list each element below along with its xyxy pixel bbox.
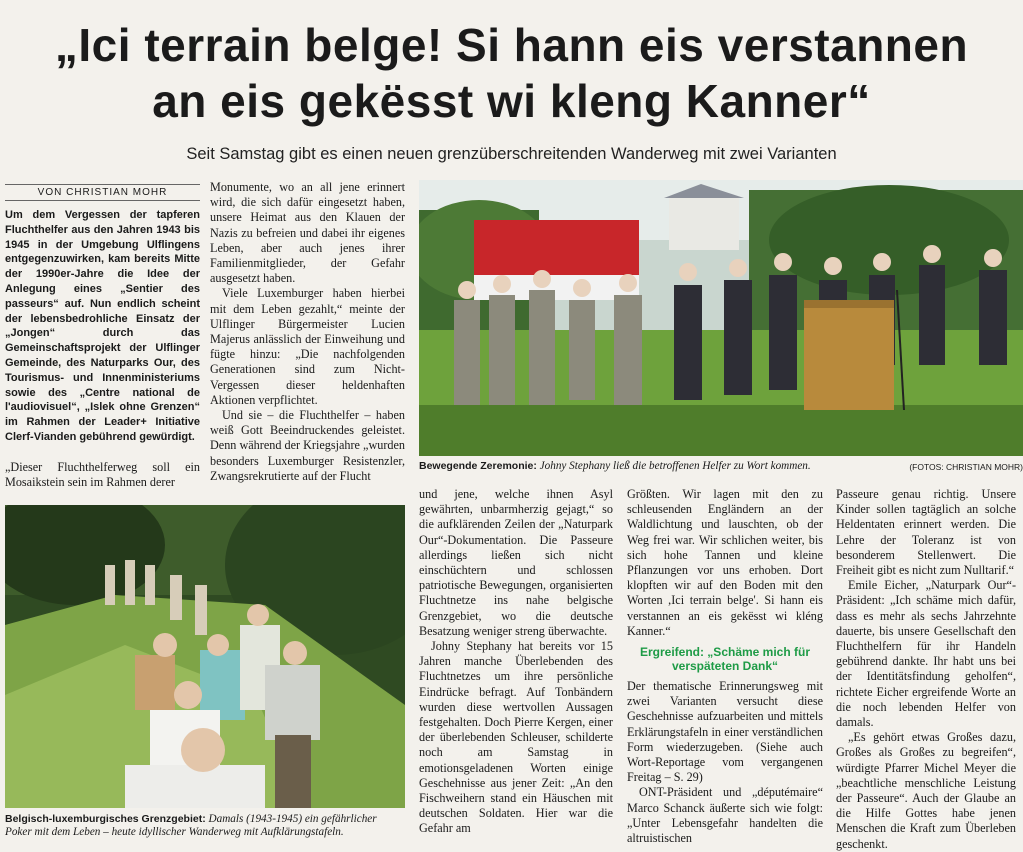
- ceremony-photo: [419, 180, 1023, 456]
- hikers-caption: Belgisch-luxemburgisches Grenzgebiet: Damals (1943-1945) ein gefährlicher Poker mit dem Leben – heute idyllischer Wanderweg mit Aufklärungstafeln.: [5, 813, 377, 838]
- headline-line-1: „Ici terrain belge! Si hann eis verstannen: [54, 19, 969, 71]
- subheadline: Seit Samstag gibt es einen neuen grenzüberschreitenden Wanderweg mit zwei Varianten: [186, 145, 837, 163]
- column-5: Passeure genau richtig. Unsere Kinder sollen tagtäglich an solche Heldentaten erinnert werden. Die Lehre der Toleranz ist von besonderem Stellenwert. Die Freiheit gibt es nicht zum Nulltarif.“ Emile Eicher, „Naturpark Our“-Präsident: „Ich schäme mich dafür, dass es mehr als sechs Jahrzehnte dauerte, bis unsere Gesellschaft den Fluchthelfern für ihr Handeln gebührend dankte. Ihr habt uns bei der Identitätsfindung geholfen“, richtete Eicher ergreifende Worte an die noch lebenden Helfer von damals. „Es gehört etwas Großes dazu, Großes als Großes zu begreifen“, würdigte Pfarrer Michel Meyer die „beachtliche menschliche Leistung der Passeure“. Auch der Glaube an die Hilfe Gottes habe jenen Menschen die Kraft zum Überleben geschenkt.: [836, 487, 1016, 851]
- ceremony-caption: Bewegende Zeremonie: Johny Stephany ließ die betroffenen Helfer zu Wort kommen.: [419, 460, 811, 472]
- hikers-photo: [5, 505, 405, 808]
- photo-credit: (FOTOS: CHRISTIAN MOHR): [909, 462, 1023, 472]
- column-1-tail: „Dieser Fluchthelferweg soll ein Mosaikstein sein im Rahmen derer: [5, 460, 200, 490]
- ceremony-photo-drawing: [419, 180, 1023, 456]
- hikers-photo-drawing: [5, 505, 405, 808]
- column-3: und jene, welche ihnen Asyl gewährten, unbarmherzig gejagt,“ so die aufklärenden Zeilen der „Naturpark Our“-Dokumentation. Die Passeure allerdings ließen sich nicht einschüchtern und schlossen patriotische Bewegungen, organisierten Fluchtnetze ins nahe belgische Grenzgebiet, wo die deutsche Besatzung weniger streng überwachte. Johny Stephany hat bereits vor 15 Jahren manche Überlebenden des Fluchtnetzes um ihre persönliche Eindrücke befragt. Auf Tonbändern wurden diese wertvollen Aussagen festgehalten. Doch Pierre Kergen, einer der überlebenden Schleuser, schilderte noch am Samstag in emotionsgeladenen Worten einige Geschehnisse aus jener Zeit: „An den Fischweihern stand ein Häuschen mit deutschen Soldaten. Hier war die Gefahr am: [419, 487, 613, 836]
- column-4: Größten. Wir lagen mit den zu schleusenden Engländern an der Waldlichtung und lauschten, ob der Weg frei war. Wir schlichen weiter, bis sich hohe Tannen und kleine Pflanzungen vor uns erhoben. Dort klopften wir auf den Boden mit den Worten ,Ici terrain belge'. Si hann eis verstannen an eis gekësst wi kléng Kanner.“ Ergreifend: „Schäme mich für verspäteten Dank“ Der thematische Erinnerungsweg mit zwei Varianten versucht diese Geschehnisse aufzuarbeiten und mittels Erklärungstafeln in einer verständlichen Form wiederzugeben. (Siehe auch Wort-Reportage vom vergangenen Freitag – S. 29) ONT-Präsident und „députémaire“ Marco Schanck äußerte sich wie folgt: „Unter Lebensgefahr handelten die altruistischen: [627, 487, 823, 846]
- lead-paragraph: Um dem Vergessen der tapferen Fluchthelfer aus den Jahren 1943 bis 1945 in der Umgebung Ulflingens entgegenzuwirken, kam bereits Mitte der 1990er-Jahre die Idee der Anlegung eines „Sentier des passeurs“ auf. Nun endlich scheint der lebensbedrohliche Einsatz der „Jongen“ durch das Gemeinschaftsprojekt der Ulflinger Gemeinde, des Naturparks Our, des Tourismus- und Innenministeriums sowie des „Centre national de l'audiovisuel“, „Islek ohne Grenzen“ im Rahmen der Leader+ Initiative Clerf-Vianden gebührend gewürdigt.: [5, 209, 200, 443]
- headline-line-2: an eis gekësst wi kleng Kanner“: [152, 75, 871, 127]
- section-subheading: Ergreifend: „Schäme mich für verspäteten Dank“: [639, 645, 811, 674]
- byline: VON CHRISTIAN MOHR: [5, 184, 200, 201]
- column-2: Monumente, wo an all jene erinnert wird, die sich dafür eingesetzt haben, unsere Heimat aus den Klauen der Nazis zu befreien und dabei ihr eigenes Leben, aber auch jenes ihrer Familienmitglieder, der Gefahr ausgesetzt haben. Viele Luxemburger haben hierbei mit dem Leben gezahlt,“ meinte der Ulflinger Bürgermeister Lucien Majerus anlässlich der Einweihung und fügte hinzu: „Die nachfolgenden Generationen sind zum Nicht-Vergessen dieser heldenhaften Aktionen verpflichtet. Und sie – die Fluchthelfer – haben weiß Gott Beeindruckendes geleistet. Denn während der Kriegsjahre „wurden besonders Luxemburger Resistenzler, Zwangsrekrutierte auf der Flucht: [210, 180, 405, 483]
